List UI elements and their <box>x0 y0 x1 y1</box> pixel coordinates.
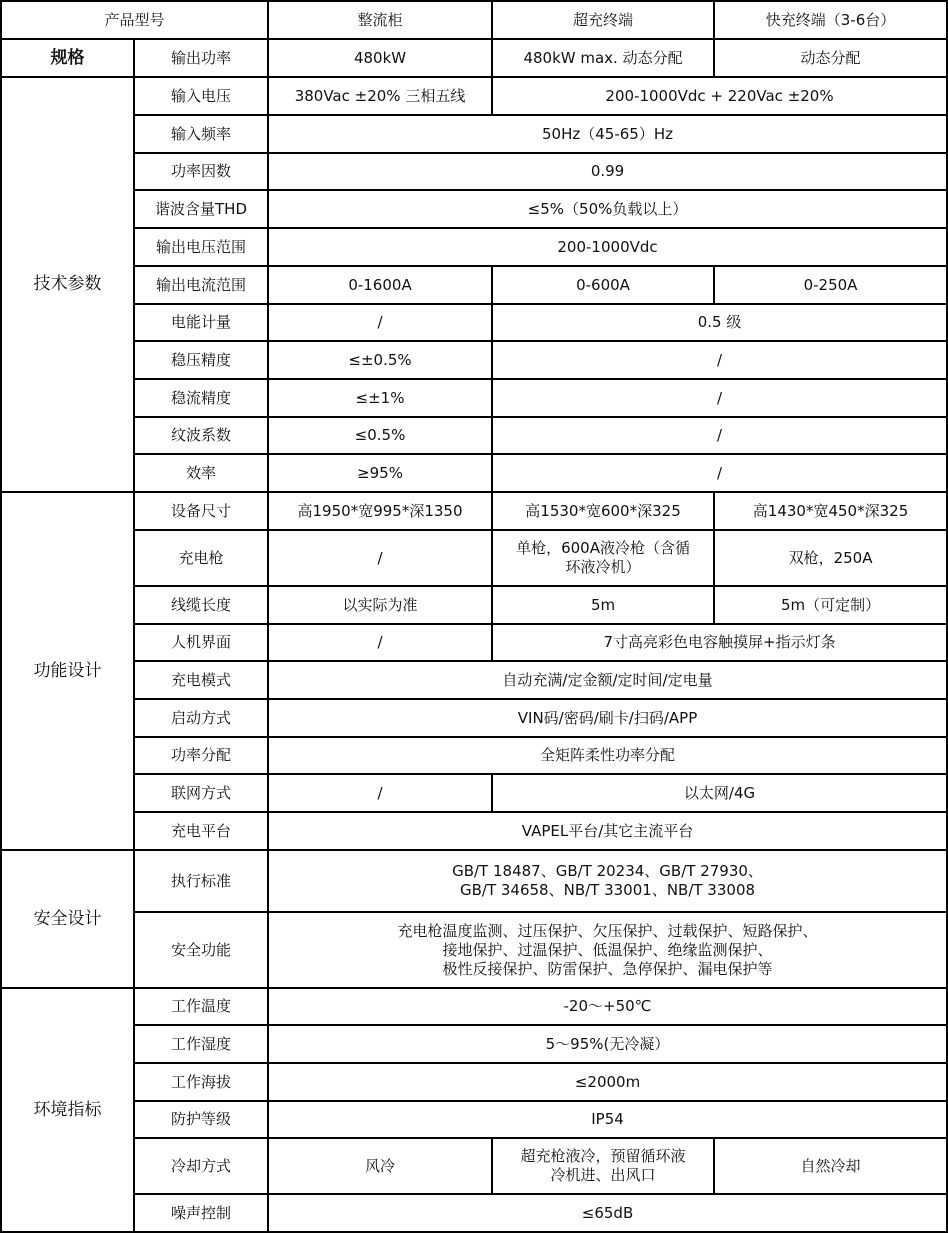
noise-label: 噪声控制 <box>134 1194 268 1232</box>
humidity-row <box>1 1025 947 1063</box>
output-voltage-value: 200-1000Vdc <box>268 228 947 266</box>
platform-label: 充电平台 <box>134 812 268 850</box>
ripple-terminals: / <box>492 417 947 454</box>
charge-mode-value: 自动充满/定金额/定时间/定电量 <box>268 661 947 699</box>
power-factor-row <box>1 153 947 190</box>
super-terminal-header: 超充终端 <box>492 1 714 39</box>
gun-fast: 双枪，250A <box>714 530 947 586</box>
cooling-row <box>1 1138 947 1194</box>
network-label: 联网方式 <box>134 774 268 812</box>
header-row <box>1 1 947 39</box>
output-power-rectifier: 480kW <box>268 39 492 77</box>
voltage-precision-row <box>1 341 947 379</box>
current-precision-terminals: / <box>492 379 947 417</box>
standards-value <box>268 850 947 912</box>
cable-rectifier: 以实际为准 <box>268 586 492 624</box>
cooling-label: 冷却方式 <box>134 1138 268 1194</box>
humidity-value: 5～95%(无冷凝） <box>268 1025 947 1063</box>
cooling-super-line1: 超充枪液冷，预留循环液 <box>520 1147 686 1165</box>
hmi-rectifier: / <box>268 624 492 661</box>
input-voltage-label: 输入电压 <box>134 77 268 115</box>
current-precision-label: 稳流精度 <box>134 379 268 417</box>
efficiency-terminals: / <box>492 454 947 492</box>
input-voltage-rectifier: 380Vac ±20% 三相五线 <box>268 77 492 115</box>
start-mode-value: VIN码/密码/刷卡/扫码/APP <box>268 699 947 737</box>
safety-category: 安全设计 <box>1 850 134 988</box>
gun-row <box>1 530 947 586</box>
spec-row <box>1 39 947 77</box>
size-row <box>1 492 947 530</box>
efficiency-rectifier: ≥95% <box>268 454 492 492</box>
temperature-label: 工作温度 <box>134 988 268 1025</box>
output-current-row <box>1 266 947 304</box>
output-current-super: 0-600A <box>492 266 714 304</box>
network-row <box>1 774 947 812</box>
standards-line2: GB/T 34658、NB/T 33001、NB/T 33008 <box>459 881 756 899</box>
size-super: 高1530*宽600*深325 <box>492 492 714 530</box>
start-mode-label: 启动方式 <box>134 699 268 737</box>
charge-mode-label: 充电模式 <box>134 661 268 699</box>
noise-row <box>1 1194 947 1232</box>
product-model-header: 产品型号 <box>1 1 268 39</box>
ip-label: 防护等级 <box>134 1101 268 1138</box>
gun-rectifier: / <box>268 530 492 586</box>
altitude-row <box>1 1063 947 1101</box>
standards-row <box>1 850 947 912</box>
metering-label: 电能计量 <box>134 304 268 341</box>
hmi-row <box>1 624 947 661</box>
thd-value: ≤5%（50%负载以上） <box>268 190 947 228</box>
altitude-value: ≤2000m <box>268 1063 947 1101</box>
voltage-precision-terminals: / <box>492 341 947 379</box>
thd-row <box>1 190 947 228</box>
fast-terminal-header: 快充终端（3-6台） <box>714 1 947 39</box>
output-current-label: 输出电流范围 <box>134 266 268 304</box>
input-voltage-terminals: 200-1000Vdc + 220Vac ±20% <box>492 77 947 115</box>
start-mode-row <box>1 699 947 737</box>
power-distribution-value: 全矩阵柔性功率分配 <box>268 737 947 774</box>
current-precision-rectifier: ≤±1% <box>268 379 492 417</box>
input-freq-row <box>1 115 947 153</box>
output-current-fast: 0-250A <box>714 266 947 304</box>
ip-value: IP54 <box>268 1101 947 1138</box>
cable-label: 线缆长度 <box>134 586 268 624</box>
safety-functions-line3: 极性反接保护、防雷保护、急停保护、漏电保护等 <box>442 959 773 978</box>
power-factor-value: 0.99 <box>268 153 947 190</box>
altitude-label: 工作海拔 <box>134 1063 268 1101</box>
output-power-super: 480kW max. 动态分配 <box>492 39 714 77</box>
power-distribution-row <box>1 737 947 774</box>
safety-functions-line1: 充电枪温度监测、过压保护、欠压保护、过载保护、短路保护、 <box>397 921 818 940</box>
metering-rectifier: / <box>268 304 492 341</box>
voltage-precision-rectifier: ≤±0.5% <box>268 341 492 379</box>
size-label: 设备尺寸 <box>134 492 268 530</box>
metering-terminals: 0.5 级 <box>492 304 947 341</box>
gun-super-line2: 环液冷机） <box>565 558 641 576</box>
temperature-row <box>1 988 947 1025</box>
safety-functions-label: 安全功能 <box>134 912 268 988</box>
tech-category: 技术参数 <box>1 77 134 492</box>
charge-mode-row <box>1 661 947 699</box>
platform-row <box>1 812 947 850</box>
input-freq-label: 输入频率 <box>134 115 268 153</box>
hmi-label: 人机界面 <box>134 624 268 661</box>
platform-value: VAPEL平台/其它主流平台 <box>268 812 947 850</box>
safety-functions-line2: 接地保护、过温保护、低温保护、绝缘监测保护、 <box>442 940 773 959</box>
cable-fast: 5m（可定制） <box>714 586 947 624</box>
efficiency-label: 效率 <box>134 454 268 492</box>
spec-category: 规格 <box>1 39 134 77</box>
cooling-fast: 自然冷却 <box>714 1138 947 1194</box>
temperature-value: -20～+50℃ <box>268 988 947 1025</box>
ip-row <box>1 1101 947 1138</box>
input-voltage-row <box>1 77 947 115</box>
size-rectifier: 高1950*宽995*深1350 <box>268 492 492 530</box>
network-terminals: 以太网/4G <box>492 774 947 812</box>
output-power-fast: 动态分配 <box>714 39 947 77</box>
func-category: 功能设计 <box>1 492 134 850</box>
hmi-terminals: 7寸高亮彩色电容触摸屏+指示灯条 <box>492 624 947 661</box>
env-category: 环境指标 <box>1 988 134 1232</box>
power-factor-label: 功率因数 <box>134 153 268 190</box>
cable-super: 5m <box>492 586 714 624</box>
rectifier-header: 整流柜 <box>268 1 492 39</box>
humidity-label: 工作湿度 <box>134 1025 268 1063</box>
safety-functions-value <box>268 912 947 988</box>
metering-row <box>1 304 947 341</box>
cooling-rectifier: 风冷 <box>268 1138 492 1194</box>
ripple-label: 纹波系数 <box>134 417 268 454</box>
network-rectifier: / <box>268 774 492 812</box>
ripple-rectifier: ≤0.5% <box>268 417 492 454</box>
output-current-rectifier: 0-1600A <box>268 266 492 304</box>
gun-super-line1: 单枪，600A液冷枪（含循 <box>516 539 690 557</box>
output-power-label: 输出功率 <box>134 39 268 77</box>
input-freq-value: 50Hz（45-65）Hz <box>268 115 947 153</box>
safety-functions-row <box>1 912 947 988</box>
noise-value: ≤65dB <box>268 1194 947 1232</box>
current-precision-row <box>1 379 947 417</box>
efficiency-row <box>1 454 947 492</box>
voltage-precision-label: 稳压精度 <box>134 341 268 379</box>
cooling-super <box>492 1138 714 1194</box>
cable-row <box>1 586 947 624</box>
gun-label: 充电枪 <box>134 530 268 586</box>
standards-label: 执行标准 <box>134 850 268 912</box>
cooling-super-line2: 冷机进、出风口 <box>550 1166 656 1184</box>
output-voltage-label: 输出电压范围 <box>134 228 268 266</box>
thd-label: 谐波含量THD <box>134 190 268 228</box>
output-voltage-row <box>1 228 947 266</box>
ripple-row <box>1 417 947 454</box>
standards-line1: GB/T 18487、GB/T 20234、GB/T 27930、 <box>452 862 763 880</box>
size-fast: 高1430*宽450*深325 <box>714 492 947 530</box>
gun-super <box>492 530 714 586</box>
power-distribution-label: 功率分配 <box>134 737 268 774</box>
